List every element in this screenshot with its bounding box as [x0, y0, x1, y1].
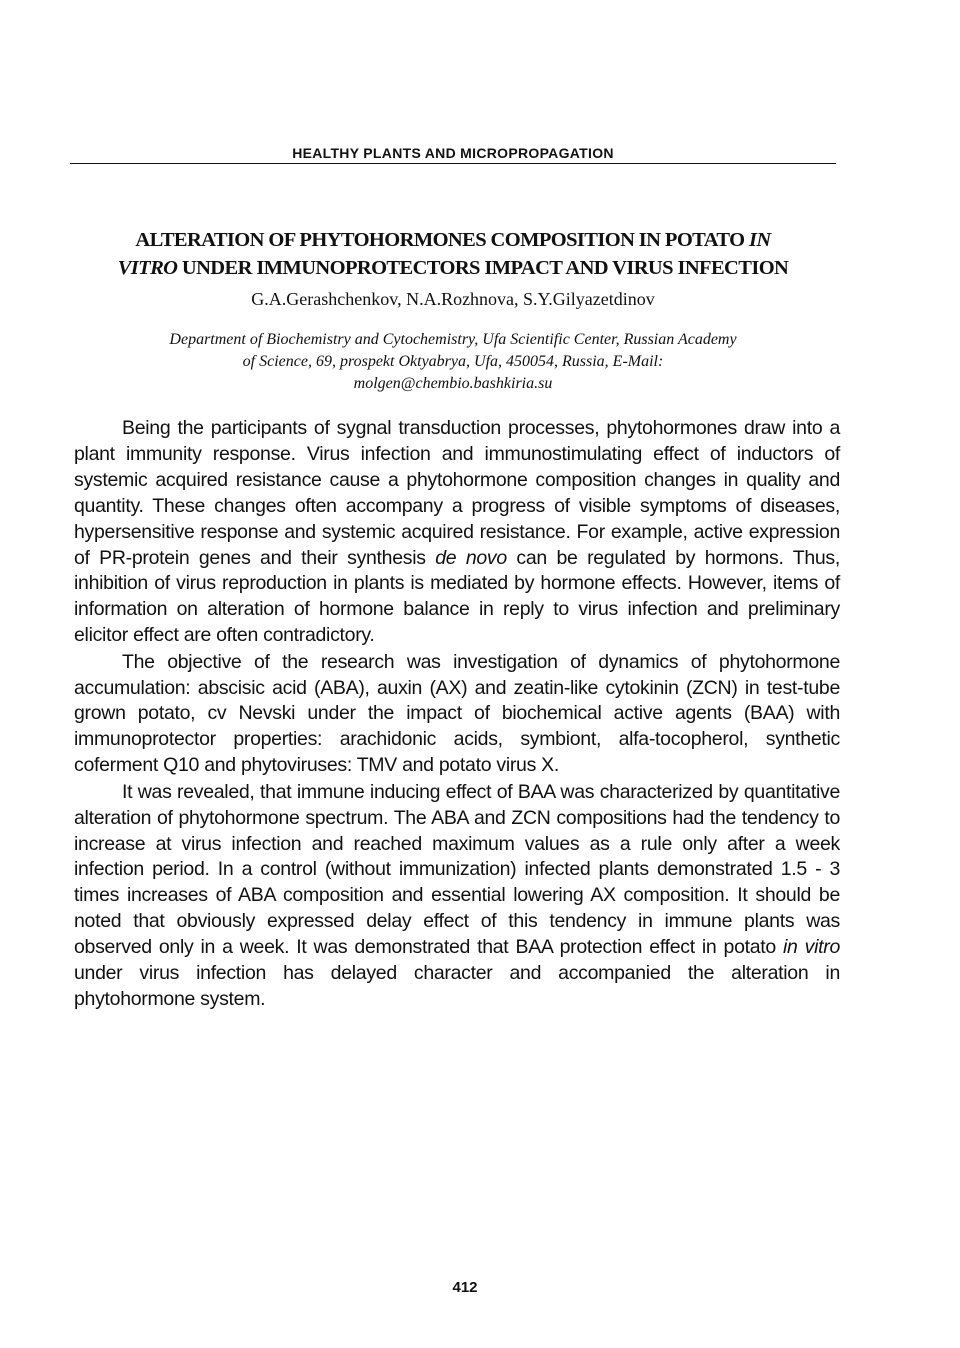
paragraph-3-text-a: It was revealed, that immune inducing effect of BAA was characterized by quantitative alteration of phytohormone spectrum. The ABA and ZCN compositions had the tendency to increase at virus infection and reached maximum values as a rule only after a week infection period. In a control (without immunization) infected plants demonstrated 1.5 - 3 times increases of ABA composition and essential lowering AX composition. It should be noted that obviously expressed delay effect of this tendency in immune plants was observed only in a week. It was demonstrated that BAA protection effect in potato	[74, 780, 840, 959]
paragraph-1-italic: de novo	[435, 546, 507, 569]
affiliation-line-2: of Science, 69, prospekt Oktyabrya, Ufa, 450054, Russia, E-Mail:	[242, 353, 664, 370]
title-italic-2: VITRO	[117, 257, 178, 279]
title-italic-1: IN	[748, 229, 771, 251]
running-head: HEALTHY PLANTS AND MICROPROPAGATION	[292, 145, 614, 161]
affiliation-line-1: Department of Biochemistry and Cytochemistry, Ufa Scientific Center, Russian Academy	[169, 331, 737, 348]
title-text-2: UNDER IMMUNOPROTECTORS IMPACT AND VIRUS INFECTION	[177, 257, 789, 279]
paragraph-3-text-c: under virus infection has delayed character and accompanied the alteration in phytohormone system.	[74, 962, 840, 1010]
page-number: 412	[452, 1279, 478, 1296]
title-line-1	[70, 226, 836, 254]
header-rule	[70, 163, 836, 164]
paragraph-1-text-a: Being the participants of sygnal transduction processes, phytohormones draw into a plant immunity response. Virus infection and immunostimulating effect of inductors of systemic acquired resistance cause a phytohormone composition changes in quality and quantity. These changes often accompany a progress of visible symptoms of diseases, hypersensitive response and systemic acquired resistance. For example, active expression of PR-protein genes and their synthesis	[74, 417, 840, 569]
author-list: G.A.Gerashchenkov, N.A.Rozhnova, S.Y.Gilyazetdinov	[251, 289, 655, 309]
paragraph-3	[74, 780, 840, 1013]
paragraph-1-text-c: can be regulated by hormons. Thus, inhibition of virus reproduction in plants is mediated by hormone effects. However, items of information on alteration of hormone balance in reply to virus infection and preliminary elicitor effect are often contradictory.	[74, 546, 841, 647]
article-title	[70, 226, 836, 282]
title-line-2	[70, 254, 836, 282]
paragraph-3-italic: in vitro	[783, 936, 840, 959]
affiliation-email: molgen@chembio.bashkiria.su	[353, 375, 553, 392]
title-text-1: ALTERATION OF PHYTOHORMONES COMPOSITION IN POTATO	[135, 229, 749, 251]
affiliation	[70, 329, 836, 395]
paragraph-1	[74, 416, 840, 649]
paragraph-2: The objective of the research was investigation of dynamics of phytohormone accumulation: abscisic acid (ABA), auxin (AX) and zeatin-like cytokinin (ZCN) in test-tube grown potato, cv Nevski under the impact of biochemical active agents (BAA) with immunoprotector properties: arachidonic acids, symbiont, alfa-tocopherol, synthetic coferment Q10 and phytoviruses: TMV and potato virus X.	[74, 650, 840, 777]
article-body	[74, 416, 840, 1013]
